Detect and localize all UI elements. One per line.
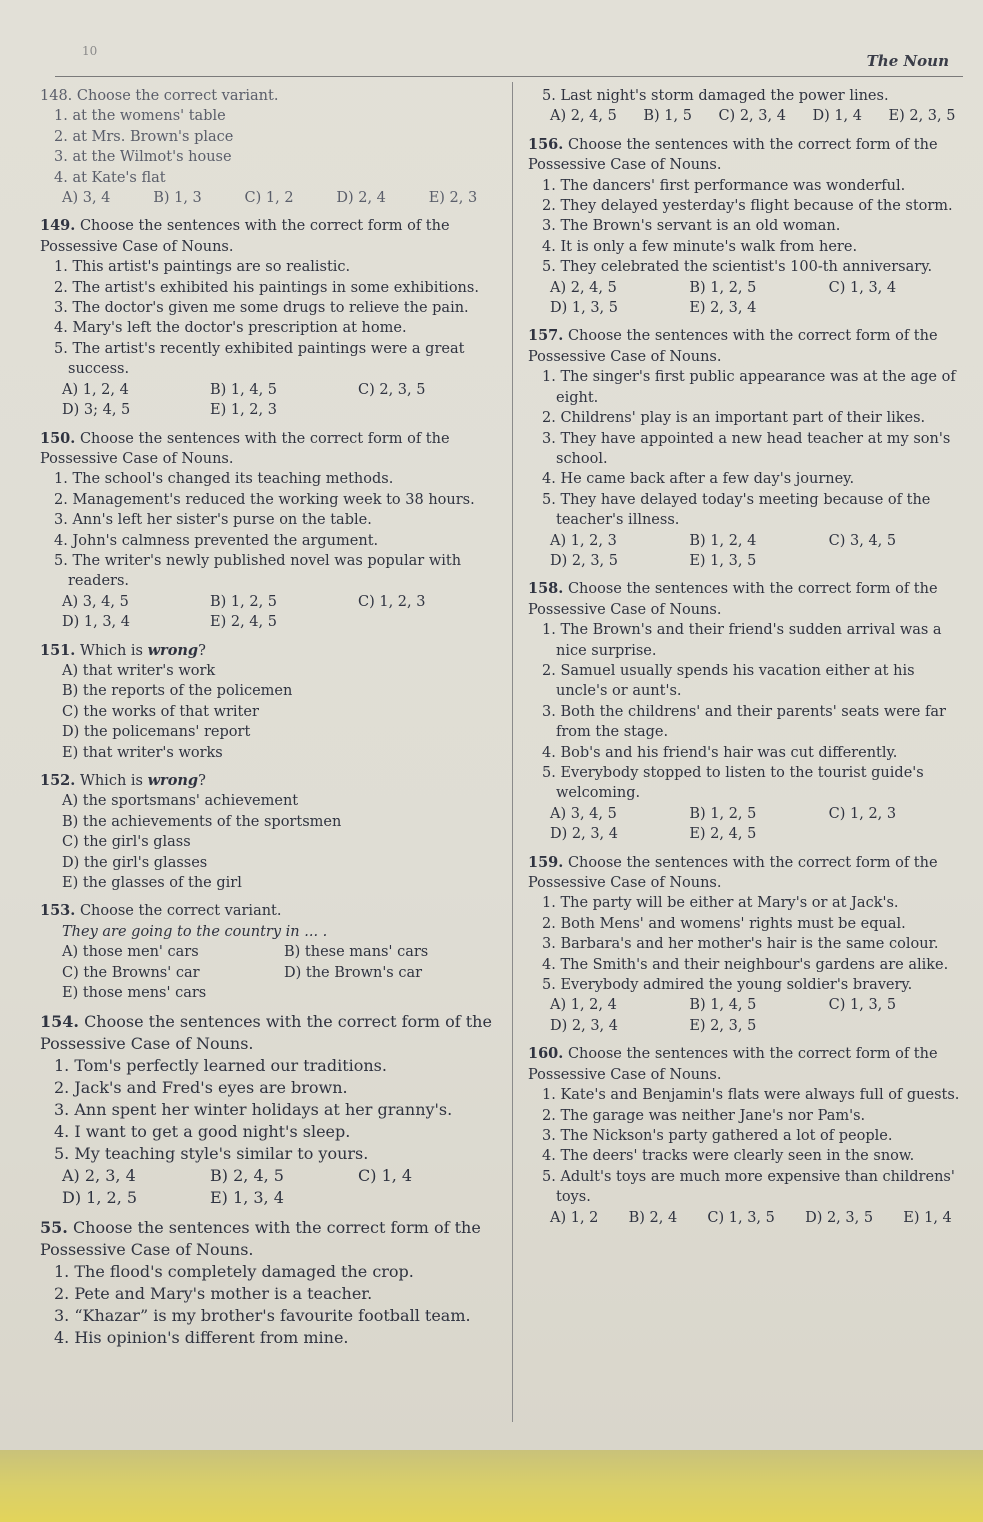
question-heading: 154. Choose the sentences with the correct form of the Possessive Case of Nouns. xyxy=(40,1012,492,1054)
answer-option: A) 1, 2 xyxy=(550,1209,599,1226)
item: 2. They delayed yesterday's flight because of the storm. xyxy=(542,198,953,215)
answer-options xyxy=(528,995,968,1036)
question-heading: 150. Choose the sentences with the correct form of the Possessive Case of Nouns. xyxy=(40,429,450,467)
answer-option: E) the glasses of the girl xyxy=(62,875,242,892)
answer-option: D) 2, 3, 4 xyxy=(550,826,619,843)
item: 1. The Brown's and their friend's sudden arrival was a nice surprise. xyxy=(542,622,942,659)
item: 5. The artist's recently exhibited paintings were a great success. xyxy=(54,340,465,378)
item: 3. Ann spent her winter holidays at her granny's. xyxy=(54,1100,453,1120)
answer-option: E) 1, 3, 4 xyxy=(210,1188,284,1208)
answer-option: D) 2, 3, 4 xyxy=(550,1017,619,1034)
answer-option: A) 1, 2, 3 xyxy=(550,532,617,549)
question-148 xyxy=(40,86,506,208)
question-stem: They are going to the country in ... . xyxy=(62,923,328,940)
answer-options xyxy=(40,188,506,208)
answer-option: A) 3, 4, 5 xyxy=(550,805,617,822)
question-157 xyxy=(528,326,968,571)
answer-options xyxy=(528,804,968,845)
question-155 xyxy=(40,1217,506,1349)
item: 4. John's calmness prevented the argument. xyxy=(54,532,379,549)
item: 4. I want to get a good night's sleep. xyxy=(54,1122,351,1142)
answer-option: A) 3, 4 xyxy=(62,190,111,207)
answer-option: E) 2, 4, 5 xyxy=(689,826,757,843)
background-surface xyxy=(0,1450,983,1522)
answer-option: E) 1, 2, 3 xyxy=(210,402,277,419)
item: 5. My teaching style's similar to yours. xyxy=(54,1144,369,1164)
item: 4. Bob's and his friend's hair was cut differently. xyxy=(542,744,898,761)
answer-option: B) 1, 4, 5 xyxy=(689,997,757,1014)
item: 4. His opinion's different from mine. xyxy=(54,1328,349,1348)
question-heading: 156. Choose the sentences with the correct form of the Possessive Case of Nouns. xyxy=(528,135,938,174)
answer-option: B) 2, 4, 5 xyxy=(210,1166,284,1186)
left-column xyxy=(40,86,506,1357)
answer-option: E) 2, 3, 5 xyxy=(689,1017,757,1034)
item: 2. The artist's exhibited his paintings in some exhibitions. xyxy=(54,279,479,296)
answer-option: C) 2, 3, 5 xyxy=(358,381,426,398)
answer-option: C) 1, 2, 3 xyxy=(828,805,897,822)
answer-options xyxy=(40,942,506,1003)
answer-option: A) 3, 4, 5 xyxy=(62,593,129,610)
item: 3. Barbara's and her mother's hair is the same colour. xyxy=(542,936,939,953)
answer-option: E) 2, 3 xyxy=(428,190,478,207)
answer-option: A) 2, 4, 5 xyxy=(550,108,617,125)
item: 5. Everybody admired the young soldier's bravery. xyxy=(542,977,913,994)
answer-options xyxy=(528,278,968,319)
item: 1. The dancers' first performance was wonderful. xyxy=(542,177,906,194)
answer-option: B) 1, 2, 5 xyxy=(689,805,757,822)
item: 5. Adult's toys are much more expensive than childrens' toys. xyxy=(542,1168,955,1206)
answer-option: A) that writer's work xyxy=(62,662,216,679)
item: 4. at Kate's flat xyxy=(54,169,166,186)
answer-option: A) 1, 2, 4 xyxy=(550,997,617,1014)
question-156 xyxy=(528,135,968,319)
item: 3. at the Wilmot's house xyxy=(54,149,232,166)
page-number: 10 xyxy=(82,44,98,58)
answer-options xyxy=(528,106,968,126)
answer-options xyxy=(528,1208,968,1228)
column-divider xyxy=(512,82,513,1422)
question-heading: 153. Choose the correct variant. xyxy=(40,902,282,920)
answer-option: D) 3; 4, 5 xyxy=(62,402,131,419)
item: 3. The doctor's given me some drugs to relieve the pain. xyxy=(54,300,469,317)
right-column xyxy=(528,86,968,1236)
item: 1. The party will be either at Mary's or at Jack's. xyxy=(542,895,899,912)
item: 2. at Mrs. Brown's place xyxy=(54,128,234,145)
answer-option: C) 1, 4 xyxy=(358,1166,413,1186)
item: 4. The deers' tracks were clearly seen in the snow. xyxy=(542,1148,915,1165)
item: 5. Everybody stopped to listen to the tourist guide's welcoming. xyxy=(542,765,924,802)
item: 1. The flood's completely damaged the crop. xyxy=(54,1262,414,1282)
answer-option: B) the achievements of the sportsmen xyxy=(62,813,342,830)
question-heading: 157. Choose the sentences with the correct form of the Possessive Case of Nouns. xyxy=(528,327,938,365)
answer-option: D) 2, 4 xyxy=(336,190,386,207)
question-155-continued xyxy=(528,86,968,127)
answer-option: B) 2, 4 xyxy=(628,1209,678,1226)
answer-option: B) 1, 2, 4 xyxy=(689,532,757,549)
answer-options xyxy=(40,380,506,421)
item: 5. They celebrated the scientist's 100-th anniversary. xyxy=(542,259,933,276)
item: 5. They have delayed today's meeting because of the teacher's illness. xyxy=(542,491,931,529)
answer-options xyxy=(40,592,506,633)
item: 1. at the womens' table xyxy=(54,108,226,125)
answer-option: E) that writer's works xyxy=(62,744,223,761)
item: 1. Kate's and Benjamin's flats were always full of guests. xyxy=(542,1087,960,1104)
answer-option: C) the girl's glass xyxy=(62,834,191,851)
question-heading: 55. Choose the sentences with the correct form of the Possessive Case of Nouns. xyxy=(40,1218,481,1260)
answer-option: D) 1, 3, 4 xyxy=(62,614,131,631)
question-150 xyxy=(40,429,506,633)
question-heading: 148. Choose the correct variant. xyxy=(40,88,279,104)
answer-option: C) the works of that writer xyxy=(62,703,259,720)
answer-option: C) 2, 3, 4 xyxy=(718,108,786,125)
item: 3. The Nickson's party gathered a lot of people. xyxy=(542,1127,893,1144)
answer-option: D) 2, 3, 5 xyxy=(805,1209,874,1226)
question-159 xyxy=(528,853,968,1037)
item: 3. The Brown's servant is an old woman. xyxy=(542,218,841,235)
question-158 xyxy=(528,579,968,844)
question-heading: 159. Choose the sentences with the correct form of the Possessive Case of Nouns. xyxy=(528,853,938,892)
question-154 xyxy=(40,1011,506,1209)
item: 2. Both Mens' and womens' rights must be equal. xyxy=(542,915,906,932)
question-heading: 149. Choose the sentences with the correct form of the Possessive Case of Nouns. xyxy=(40,217,450,255)
item: 2. Management's reduced the working week to 38 hours. xyxy=(54,491,475,508)
answer-option: D) the policemans' report xyxy=(62,724,251,741)
answer-option: B) 1, 5 xyxy=(643,108,692,125)
item: 3. Ann's left her sister's purse on the table. xyxy=(54,512,372,529)
question-153 xyxy=(40,901,506,1003)
answer-option: D) 1, 3, 5 xyxy=(550,300,619,317)
question-160 xyxy=(528,1044,968,1228)
answer-option: E) 1, 4 xyxy=(903,1209,952,1226)
answer-options xyxy=(40,1165,506,1209)
answer-option: C) 3, 4, 5 xyxy=(828,532,897,549)
answer-option: B) 1, 2, 5 xyxy=(210,593,278,610)
item: 4. Mary's left the doctor's prescription at home. xyxy=(54,320,407,337)
answer-option: C) 1, 2 xyxy=(244,190,294,207)
answer-option: A) those men' cars xyxy=(62,944,199,961)
answer-option: E) 2, 4, 5 xyxy=(210,614,277,631)
answer-option: C) 1, 3, 4 xyxy=(828,279,897,296)
item: 3. “Khazar” is my brother's favourite football team. xyxy=(54,1306,471,1326)
item: 2. Pete and Mary's mother is a teacher. xyxy=(54,1284,373,1304)
answer-option: B) 1, 4, 5 xyxy=(210,381,278,398)
answer-option: C) 1, 3, 5 xyxy=(828,997,897,1014)
answer-option: E) 2, 3, 4 xyxy=(689,300,757,317)
answer-option: D) 2, 3, 5 xyxy=(550,552,619,569)
answer-option: E) 2, 3, 5 xyxy=(888,108,956,125)
item: 1. The singer's first public appearance was at the age of eight. xyxy=(542,369,956,406)
answer-option: B) these mans' cars xyxy=(284,944,429,961)
answer-option: B) 1, 3 xyxy=(153,190,202,207)
answer-option: C) 1, 3, 5 xyxy=(707,1209,775,1226)
answer-option: D) the girl's glasses xyxy=(62,854,208,871)
question-heading: 158. Choose the sentences with the correct form of the Possessive Case of Nouns. xyxy=(528,580,938,618)
answer-option: C) 1, 2, 3 xyxy=(358,593,426,610)
answer-option: A) the sportsmans' achievement xyxy=(62,793,299,810)
item: 4. It is only a few minute's walk from here. xyxy=(542,238,858,255)
answer-options xyxy=(528,531,968,572)
answer-option: E) 1, 3, 5 xyxy=(689,552,757,569)
item: 3. They have appointed a new head teacher at my son's school. xyxy=(542,430,951,467)
item: 1. This artist's paintings are so realistic. xyxy=(54,259,351,276)
answer-option: E) those mens' cars xyxy=(62,985,207,1002)
question-heading: 160. Choose the sentences with the correct form of the Possessive Case of Nouns. xyxy=(528,1045,938,1083)
page-header-title: The Noun xyxy=(866,52,949,70)
item: 4. He came back after a few day's journey. xyxy=(542,471,855,488)
answer-option: A) 2, 4, 5 xyxy=(550,279,617,296)
question-151 xyxy=(40,641,506,763)
question-149 xyxy=(40,216,506,420)
question-heading: 152. Which is wrong? xyxy=(40,772,206,789)
answer-option: D) the Brown's car xyxy=(284,964,423,981)
question-heading: 151. Which is wrong? xyxy=(40,641,206,659)
answer-option: A) 2, 3, 4 xyxy=(62,1166,136,1186)
answer-option: B) the reports of the policemen xyxy=(62,683,293,700)
item: 2. Childrens' play is an important part of their likes. xyxy=(542,410,926,427)
question-152 xyxy=(40,771,506,893)
item: 4. The Smith's and their neighbour's gardens are alike. xyxy=(542,956,949,973)
answer-option: D) 1, 2, 5 xyxy=(62,1188,138,1208)
header-rule xyxy=(55,76,963,77)
answer-option: A) 1, 2, 4 xyxy=(62,381,129,398)
item: 1. The school's changed its teaching methods. xyxy=(54,471,394,488)
item: 3. Both the childrens' and their parents' seats were far from the stage. xyxy=(542,703,946,741)
item: 5. Last night's storm damaged the power lines. xyxy=(542,88,889,104)
item: 2. The garage was neither Jane's nor Pam's. xyxy=(542,1107,866,1124)
item: 2. Samuel usually spends his vacation either at his uncle's or aunt's. xyxy=(542,662,915,700)
item: 5. The writer's newly published novel was popular with readers. xyxy=(54,552,462,590)
answer-option: D) 1, 4 xyxy=(812,108,862,125)
answer-option: B) 1, 2, 5 xyxy=(689,279,757,296)
item: 1. Tom's perfectly learned our traditions. xyxy=(54,1056,387,1076)
answer-option: C) the Browns' car xyxy=(62,964,200,981)
item: 2. Jack's and Fred's eyes are brown. xyxy=(54,1078,348,1098)
